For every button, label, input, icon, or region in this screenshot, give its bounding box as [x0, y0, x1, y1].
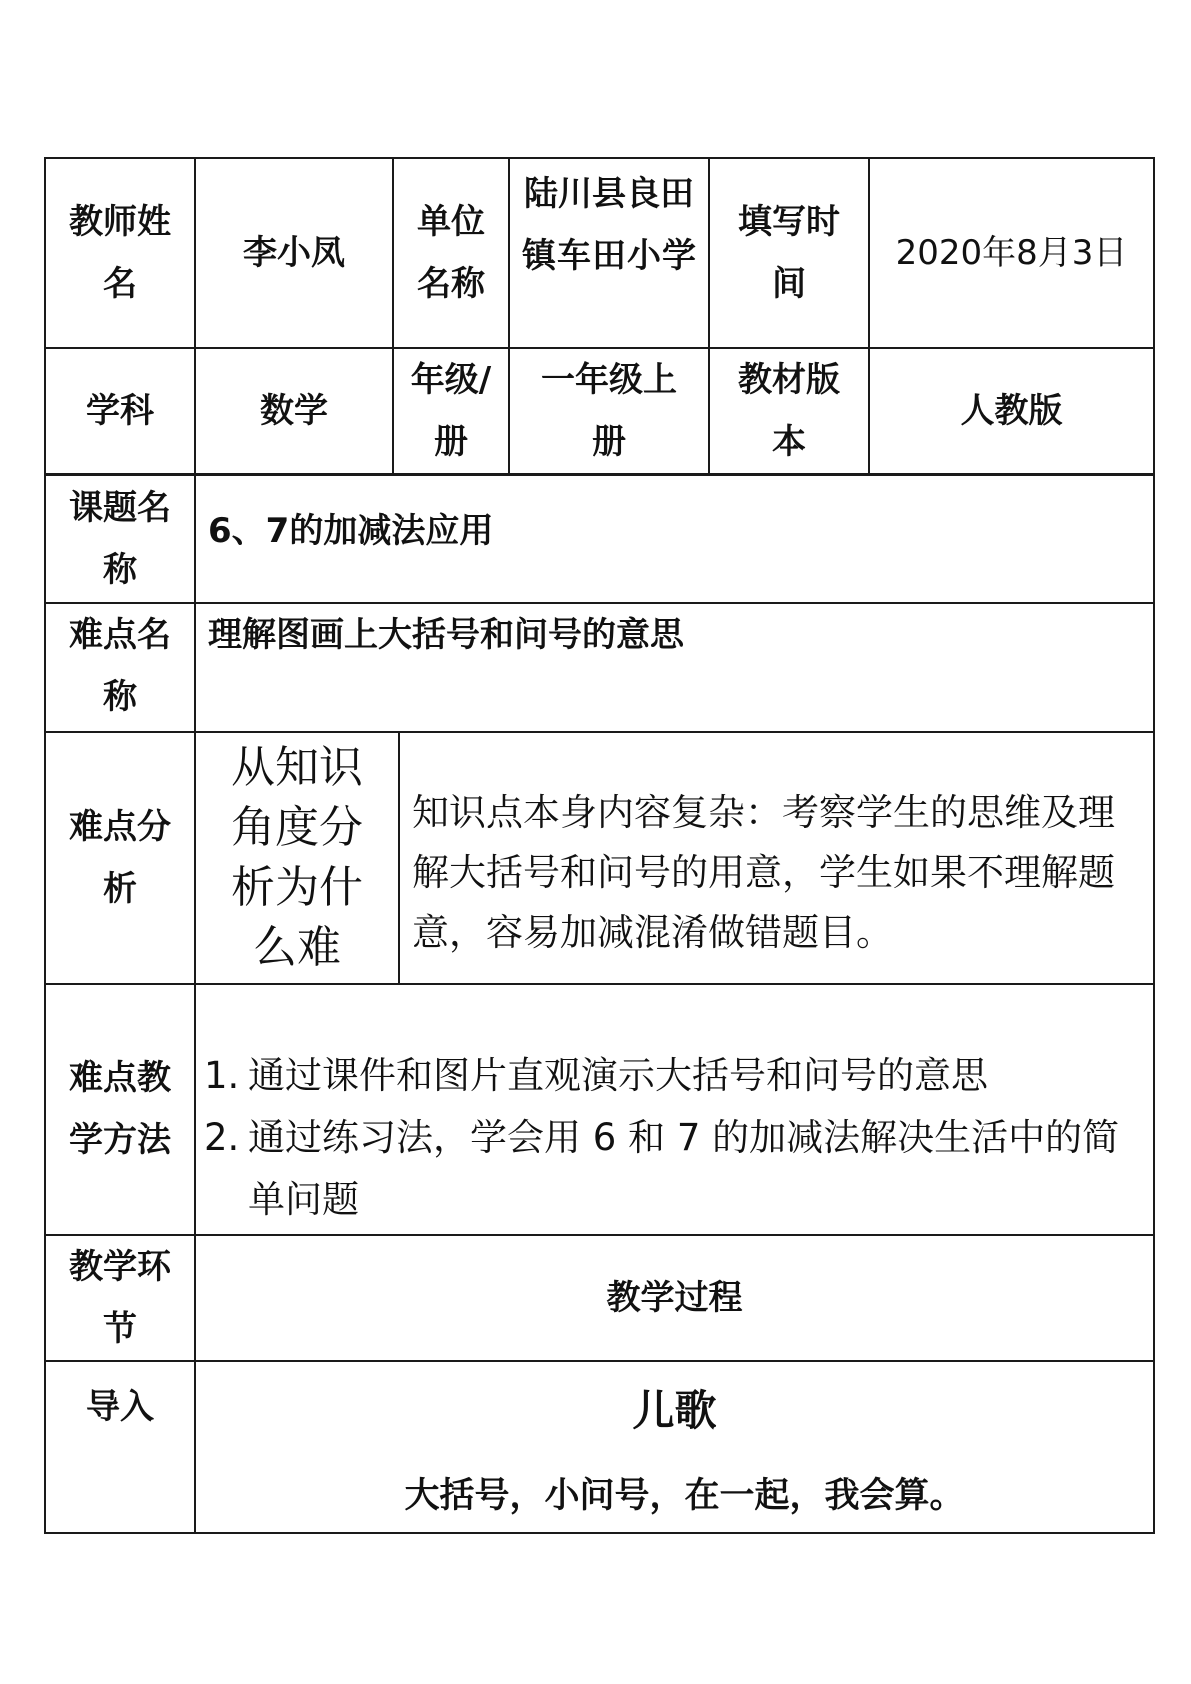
analysis-angle: 从知识角度分析为什么难 [195, 732, 399, 984]
topic-value: 6、7的加减法应用 [195, 475, 1154, 603]
subject-value: 数学 [195, 348, 393, 475]
methods-row [45, 984, 1154, 1235]
process-value: 教学过程 [195, 1235, 1154, 1361]
method-text: 通过课件和图片直观演示大括号和问号的意思 [248, 1053, 988, 1097]
fill-date-value: 2020年8月3日 [869, 158, 1154, 348]
analysis-row [45, 732, 1154, 984]
lesson-plan-table [44, 157, 1155, 1534]
analysis-text: 知识点本身内容复杂：考察学生的思维及理解大括号和问号的用意，学生如果不理解题意，容易加减混淆做错题目。 [399, 732, 1154, 984]
method-item-1 [204, 1045, 1145, 1107]
intro-row [45, 1361, 1154, 1533]
difficulty-row [45, 603, 1154, 732]
intro-label: 导入 [45, 1361, 195, 1533]
subject-label: 学科 [45, 348, 195, 475]
method-text: 通过练习法，学会用 6 和 7 的加减法解决生活中的简单问题 [248, 1115, 1120, 1221]
method-item-2 [204, 1107, 1145, 1231]
info-row-1 [45, 158, 1154, 348]
unit-name-value: 陆川县良田镇车田小学 [509, 158, 709, 348]
grade-value: 一年级上册 [509, 348, 709, 475]
analysis-label: 难点分析 [45, 732, 195, 984]
topic-row [45, 475, 1154, 603]
difficulty-value: 理解图画上大括号和问号的意思 [195, 603, 1154, 732]
methods-list [195, 984, 1154, 1235]
difficulty-label: 难点名称 [45, 603, 195, 732]
topic-label: 课题名称 [45, 475, 195, 603]
unit-name-label: 单位名称 [393, 158, 509, 348]
grade-label: 年级/册 [393, 348, 509, 475]
song-title: 儿歌 [632, 1385, 717, 1435]
process-row [45, 1235, 1154, 1361]
fill-date-label: 填写时间 [709, 158, 869, 348]
teacher-name-value: 李小凤 [195, 158, 393, 348]
edition-label: 教材版本 [709, 348, 869, 475]
edition-value: 人教版 [869, 348, 1154, 475]
info-row-2 [45, 348, 1154, 475]
method-number: 2. [204, 1115, 240, 1159]
intro-content [195, 1361, 1154, 1533]
song-line: 大括号，小问号，在一起，我会算。 [404, 1475, 965, 1516]
methods-label: 难点教学方法 [45, 984, 195, 1235]
teacher-name-label: 教师姓名 [45, 158, 195, 348]
method-number: 1. [204, 1053, 240, 1097]
process-label: 教学环节 [45, 1235, 195, 1361]
